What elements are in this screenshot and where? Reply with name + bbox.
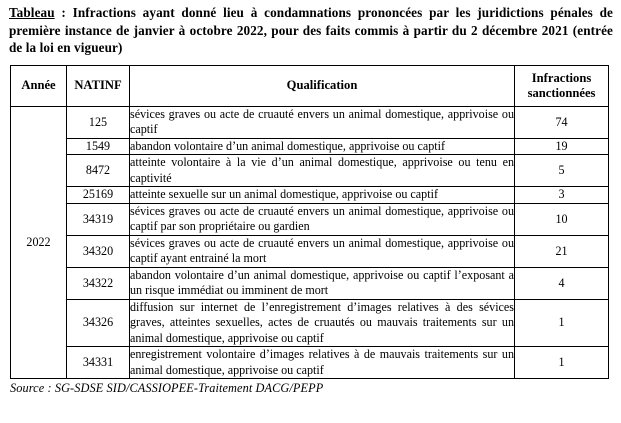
- table-row: [11, 138, 609, 155]
- cell-annee: 2022: [11, 106, 67, 379]
- cell-qualification: sévices graves ou acte de cruauté envers un animal domestique, apprivoise ou captif ayant entrainé la mort: [130, 235, 514, 266]
- cell-natinf: 8472: [67, 155, 130, 187]
- cell-qualification: enregistrement volontaire d’images relatives à de mauvais traitements sur un animal domestique, apprivoise ou captif: [130, 347, 514, 377]
- table-row: [11, 347, 609, 379]
- cell-infractions: 1: [515, 347, 609, 379]
- cell-qualification: sévices graves ou acte de cruauté envers un animal domestique, apprivoise ou captif par son propriétaire ou gardien: [130, 203, 514, 234]
- cell-infractions: 5: [515, 155, 609, 187]
- table-row: [11, 155, 609, 187]
- column-header-infractions: [515, 65, 609, 106]
- cell-infractions: 3: [515, 187, 609, 204]
- cell-natinf: 34326: [67, 299, 130, 347]
- table-row: [11, 267, 609, 299]
- table-row: [11, 299, 609, 347]
- cell-natinf: 125: [67, 106, 130, 138]
- cell-infractions: 4: [515, 267, 609, 299]
- column-header-annee: Année: [11, 65, 67, 106]
- cell-natinf: 25169: [67, 187, 130, 204]
- table-row: [11, 203, 609, 235]
- cell-qualification: sévices graves ou acte de cruauté envers un animal domestique, apprivoise ou captif: [130, 106, 514, 137]
- cell-infractions: 10: [515, 203, 609, 235]
- cell-natinf: 34322: [67, 267, 130, 299]
- caption-text: : Infractions ayant donné lieu à condamnations prononcées par les juridictions pénales de première instance de janvier à octobre 2022, pour des faits commis à partir du 2 décembre 2021 (entrée de la loi en vigueur): [9, 5, 613, 56]
- cell-qualification: atteinte volontaire à la vie d’un animal domestique, apprivoise ou tenu en captivité: [130, 155, 514, 185]
- cell-infractions: 19: [515, 138, 609, 155]
- table-header-row: [11, 65, 609, 106]
- table-caption: [9, 4, 613, 57]
- cell-natinf: 34320: [67, 235, 130, 267]
- cell-natinf: 34331: [67, 347, 130, 379]
- cell-infractions: 1: [515, 299, 609, 347]
- column-header-qualification: Qualification: [130, 65, 515, 106]
- condemnations-table: [10, 65, 609, 380]
- caption-label: Tableau: [9, 5, 55, 20]
- cell-natinf: 34319: [67, 203, 130, 235]
- column-header-natinf: NATINF: [67, 65, 130, 106]
- cell-qualification: abandon volontaire d’un animal domestique, apprivoise ou captif l’exposant a un risque immédiat ou imminent de mort: [130, 267, 514, 298]
- cell-qualification: abandon volontaire d’un animal domestique, apprivoise ou captif: [130, 138, 515, 155]
- cell-natinf: 1549: [67, 138, 130, 155]
- column-header-infractions-line1: Infractions: [531, 70, 592, 85]
- cell-infractions: 21: [515, 235, 609, 267]
- table-container: [10, 65, 608, 380]
- table-header: [11, 65, 609, 106]
- cell-qualification: diffusion sur internet de l’enregistrement d’images relatives à des sévices graves, atteintes sexuelles, actes de cruautés ou mauvais traitements sur un animal domestique, apprivoise ou captif: [130, 299, 514, 345]
- table-body: [11, 106, 609, 379]
- source-note: Source : SG-SDSE SID/CASSIOPEE-Traitement DACG/PEPP: [10, 381, 324, 396]
- table-row: [11, 235, 609, 267]
- cell-infractions: 74: [515, 106, 609, 138]
- column-header-infractions-line2: sanctionnées: [527, 85, 596, 100]
- cell-qualification: atteinte sexuelle sur un animal domestique, apprivoise ou captif: [130, 187, 515, 204]
- table-row: [11, 187, 609, 204]
- table-row: [11, 106, 609, 138]
